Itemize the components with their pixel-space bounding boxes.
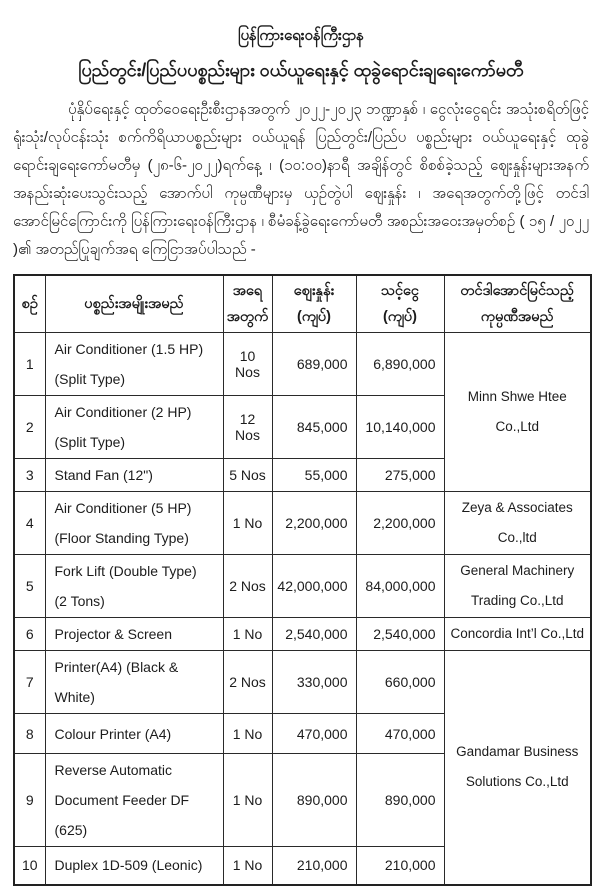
- col-header-amount: သင့်ငွေ (ကျပ်): [356, 275, 444, 333]
- cell-price: 689,000: [272, 333, 356, 396]
- cell-no: 5: [14, 555, 45, 618]
- cell-no: 10: [14, 847, 45, 885]
- announcement-paragraph: ပုံနှိပ်ရေးနှင့် ထုတ်ဝေရေးဦးစီးဌာနအတွက် ၂၀၂၂-၂၀၂၃ ဘဏ္ဍာနှစ် ၊ ငွေလုံးငွေရင်း အသုံးစရိတ်ဖြင့် ရုံးသုံး/လုပ်ငန်းသုံး စက်ကိရိယာပစ္စည်းများ ဝယ်ယူရန် ပြည်တွင်း/ပြည်ပ ပစ္စည်းများ ဝယ်ယူရေးနှင့် ထုခွဲရောင်းချရေးကော်မတီမှ (၂၈-၆-၂၀၂၂)ရက်နေ့ ၊ (၁၀:၀၀)နာရီ အချိန်တွင် စိစစ်ခဲ့သည့် ဈေးနှုန်းများအနက် အနည်းဆုံးပေးသွင်းသည့် အောက်ပါ ကုမ္ပဏီများမှ ယှဉ်တွဲပါ ဈေးနှုန်း ၊ အရေအတွက်တို့ဖြင့် တင်ဒါအောင်မြင်ကြောင်းကို ပြန်ကြားရေးဝန်ကြီးဌာန ၊ စီမံခန့်ခွဲရေးကော်မတီ အစည်းအဝေးအမှတ်စဉ် ( ၁၅ / ၂၀၂၂ )၏ အတည်ပြုချက်အရ ကြေငြာအပ်ပါသည် -: [13, 101, 589, 258]
- cell-price: 845,000: [272, 396, 356, 459]
- table-row: [14, 333, 591, 396]
- cell-qty: 1 No: [223, 618, 272, 651]
- table-row: [14, 492, 591, 555]
- cell-item: Stand Fan (12"): [45, 459, 223, 492]
- cell-amount: 890,000: [356, 754, 444, 847]
- cell-item: Colour Printer (A4): [45, 714, 223, 754]
- cell-price: 2,200,000: [272, 492, 356, 555]
- cell-price: 330,000: [272, 651, 356, 714]
- cell-company: General Machinery Trading Co.,Ltd: [444, 555, 591, 618]
- ministry-title: ပြန်ကြားရေးဝန်ကြီးဌာန: [237, 27, 365, 44]
- col-header-qty: အရေ အတွက်: [223, 275, 272, 333]
- cell-qty: 1 No: [223, 754, 272, 847]
- cell-amount: 10,140,000: [356, 396, 444, 459]
- cell-no: 2: [14, 396, 45, 459]
- cell-company: Minn Shwe Htee Co.,Ltd: [444, 333, 591, 492]
- cell-qty: 1 No: [223, 492, 272, 555]
- cell-amount: 660,000: [356, 651, 444, 714]
- committee-title: ပြည်တွင်း/ပြည်ပပစ္စည်းများ ဝယ်ယူရေးနှင့် ထုခွဲရောင်းချရေးကော်မတီ: [78, 60, 524, 80]
- table-row: [14, 618, 591, 651]
- cell-price: 55,000: [272, 459, 356, 492]
- cell-qty: 5 Nos: [223, 459, 272, 492]
- cell-no: 3: [14, 459, 45, 492]
- cell-no: 8: [14, 714, 45, 754]
- cell-amount: 84,000,000: [356, 555, 444, 618]
- cell-amount: 275,000: [356, 459, 444, 492]
- cell-company: Zeya & Associates Co.,ltd: [444, 492, 591, 555]
- cell-qty: 2 Nos: [223, 651, 272, 714]
- cell-item: Air Conditioner (2 HP) (Split Type): [45, 396, 223, 459]
- cell-item: Air Conditioner (1.5 HP) (Split Type): [45, 333, 223, 396]
- cell-no: 9: [14, 754, 45, 847]
- cell-qty: 10 Nos: [223, 333, 272, 396]
- cell-price: 890,000: [272, 754, 356, 847]
- cell-item: Reverse Automatic Document Feeder DF (625): [45, 754, 223, 847]
- cell-no: 1: [14, 333, 45, 396]
- cell-price: 210,000: [272, 847, 356, 885]
- cell-company: Concordia Int’l Co.,Ltd: [444, 618, 591, 651]
- cell-price: 42,000,000: [272, 555, 356, 618]
- cell-qty: 1 No: [223, 847, 272, 885]
- cell-qty: 1 No: [223, 714, 272, 754]
- table-row: [14, 555, 591, 618]
- cell-item: Projector & Screen: [45, 618, 223, 651]
- cell-item: Fork Lift (Double Type) (2 Tons): [45, 555, 223, 618]
- cell-item: Duplex 1D-509 (Leonic): [45, 847, 223, 885]
- col-header-price: ဈေးနှုန်း (ကျပ်): [272, 275, 356, 333]
- cell-price: 470,000: [272, 714, 356, 754]
- cell-no: 4: [14, 492, 45, 555]
- table-row: [14, 651, 591, 714]
- cell-amount: 2,200,000: [356, 492, 444, 555]
- cell-no: 7: [14, 651, 45, 714]
- cell-amount: 6,890,000: [356, 333, 444, 396]
- col-header-item: ပစ္စည်းအမျိုးအမည်: [45, 275, 223, 333]
- cell-item: Air Conditioner (5 HP) (Floor Standing Type): [45, 492, 223, 555]
- cell-item: Printer(A4) (Black & White): [45, 651, 223, 714]
- tender-results-table: [13, 274, 592, 886]
- col-header-company: တင်ဒါအောင်မြင်သည့် ကုမ္ပဏီအမည်: [444, 275, 591, 333]
- cell-qty: 2 Nos: [223, 555, 272, 618]
- table-header-row: [14, 275, 591, 333]
- cell-amount: 210,000: [356, 847, 444, 885]
- cell-price: 2,540,000: [272, 618, 356, 651]
- cell-company: Gandamar Business Solutions Co.,Ltd: [444, 651, 591, 885]
- cell-amount: 470,000: [356, 714, 444, 754]
- cell-no: 6: [14, 618, 45, 651]
- cell-amount: 2,540,000: [356, 618, 444, 651]
- cell-qty: 12 Nos: [223, 396, 272, 459]
- col-header-no: စဉ်: [14, 275, 45, 333]
